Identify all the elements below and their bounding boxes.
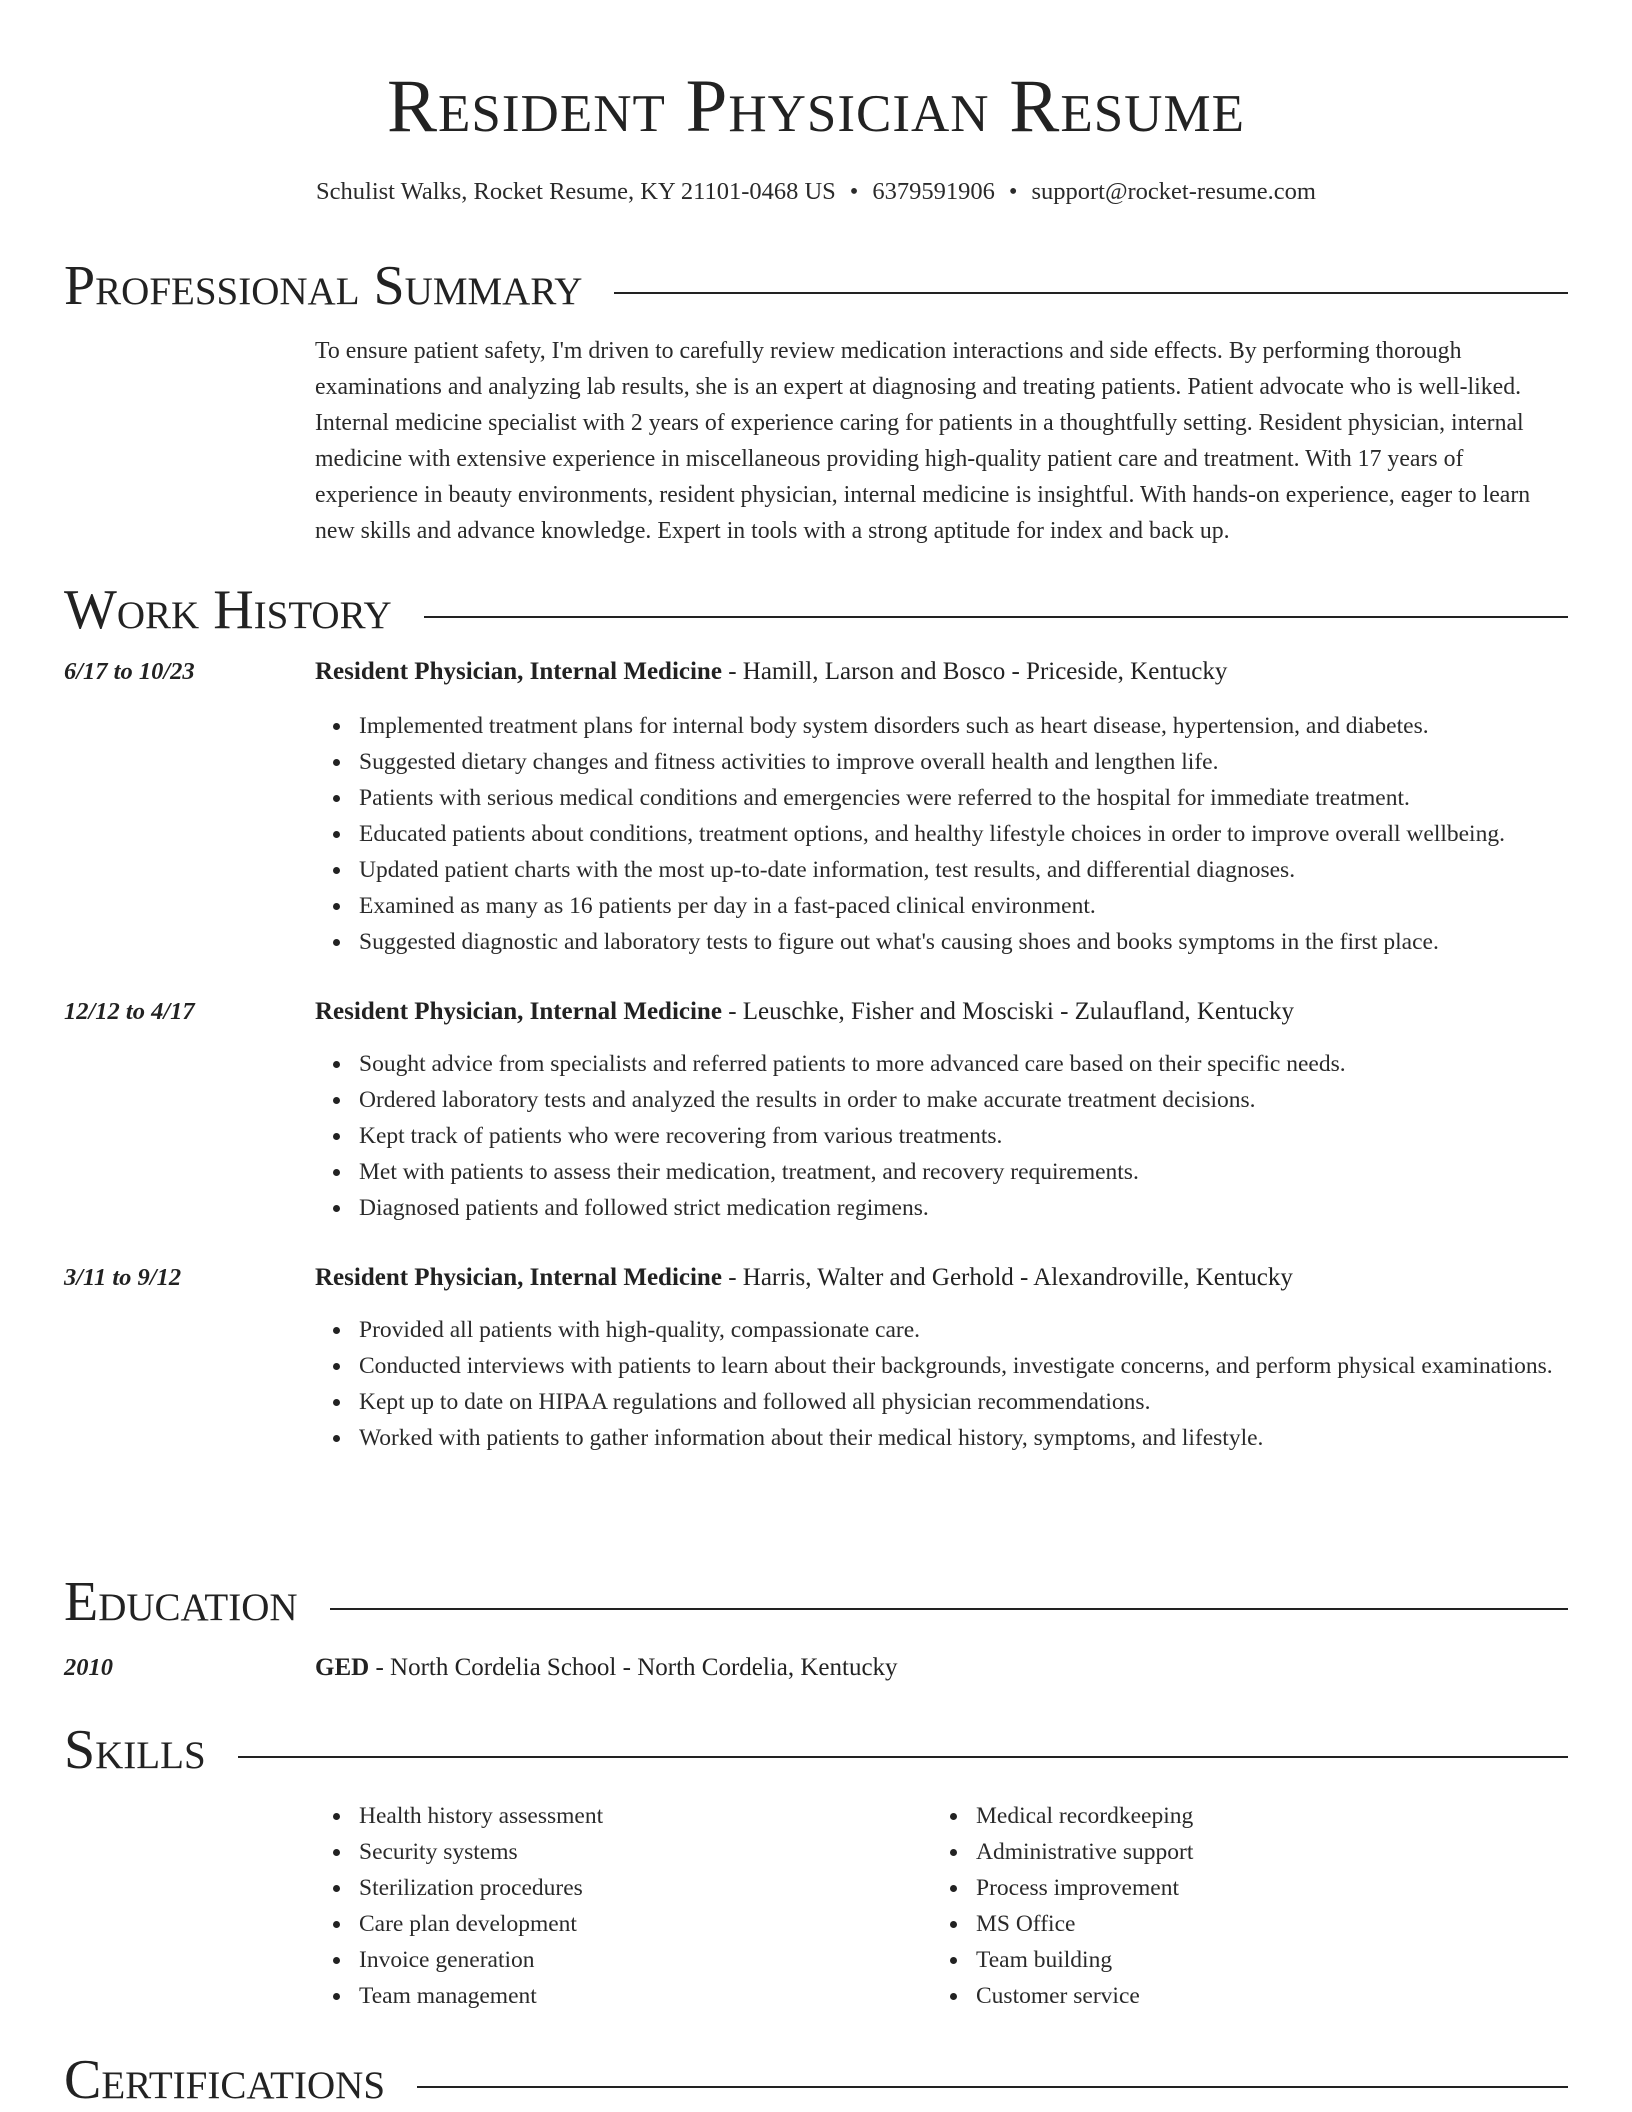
skills-list-left — [315, 1798, 932, 2014]
work-history-section — [64, 570, 1568, 1456]
job-employer: - Hamill, Larson and Bosco - Priceside, Kentucky — [721, 658, 1228, 685]
job-employer: - Leuschke, Fisher and Mosciski - Zulaufland, Kentucky — [721, 998, 1295, 1025]
skill-item: Care plan development — [359, 1906, 932, 1942]
list-item: Updated patient charts with the most up-to-date information, test results, and differential diagnoses. — [359, 852, 1568, 888]
section-divider — [330, 1608, 1568, 1610]
skill-item: Customer service — [976, 1978, 1549, 2014]
resume-title: Resident Physician Resume — [387, 65, 1245, 148]
skill-item: Process improvement — [976, 1870, 1549, 1906]
list-item: Suggested diagnostic and laboratory tests to figure out what's causing shoes and books symptoms in the first place. — [359, 924, 1568, 960]
contact-phone: 6379591906 — [872, 178, 995, 205]
list-item: Conducted interviews with patients to learn about their backgrounds, investigate concerns, and perform physical examinations. — [359, 1348, 1568, 1384]
job-entry — [64, 1260, 1568, 1456]
job-dates: 6/17 to 10/23 — [64, 658, 195, 685]
summary-content — [315, 333, 1568, 549]
section-header — [64, 570, 1568, 640]
summary-text: To ensure patient safety, I'm driven to carefully review medication interactions and side effects. By performing thorough examinations and analyzing lab results, she is an expert at diagnosing and treating patients. Patient advocate who is well-liked. Internal medicine specialist with 2 years of experience caring for patients in a thoughtfully setting. Resident physician, internal medicine with extensive experience in miscellaneous providing high-quality patient care and treatment. With 17 years of experience in beauty environments, resident physician, internal medicine is insightful. With hands-on experience, eager to learn new skills and advance knowledge. Expert in tools with a strong aptitude for index and back up. — [315, 338, 1531, 544]
job-bullets — [315, 708, 1568, 960]
summary-spacer — [64, 333, 315, 549]
list-item: Examined as many as 16 patients per day in a fast-paced clinical environment. — [359, 888, 1568, 924]
skill-item: Team management — [359, 1978, 932, 2014]
job-entry — [64, 994, 1568, 1226]
list-item: Met with patients to assess their medication, treatment, and recovery requirements. — [359, 1154, 1568, 1190]
job-heading — [315, 654, 1568, 690]
education-entry — [64, 1650, 1568, 1686]
summary-row — [64, 333, 1568, 549]
education-school: - North Cordelia School - North Cordelia, Kentucky — [369, 1654, 898, 1681]
section-title: Professional Summary — [64, 255, 583, 317]
education-year: 2010 — [64, 1654, 113, 1681]
skill-item: Team building — [976, 1942, 1549, 1978]
job-title: Resident Physician, Internal Medicine — [315, 998, 722, 1025]
job-content — [315, 994, 1568, 1226]
skill-item: Security systems — [359, 1834, 932, 1870]
job-employer: - Harris, Walter and Gerhold - Alexandroville, Kentucky — [721, 1264, 1293, 1291]
skill-item: Medical recordkeeping — [976, 1798, 1549, 1834]
skills-spacer — [64, 1798, 315, 2014]
education-heading — [315, 1650, 1568, 1686]
list-item: Educated patients about conditions, treatment options, and healthy lifestyle choices in order to improve overall wellbeing. — [359, 816, 1568, 852]
section-divider — [417, 2086, 1568, 2088]
education-degree: GED — [315, 1654, 370, 1681]
list-item: Ordered laboratory tests and analyzed the results in order to make accurate treatment decisions. — [359, 1082, 1568, 1118]
job-heading — [315, 1260, 1568, 1296]
job-content — [315, 654, 1568, 960]
summary-section — [64, 246, 1568, 549]
section-header — [64, 1710, 1568, 1780]
list-item: Kept track of patients who were recovering from various treatments. — [359, 1118, 1568, 1154]
list-item: Implemented treatment plans for internal body system disorders such as heart disease, hypertension, and diabetes. — [359, 708, 1568, 744]
skill-item: MS Office — [976, 1906, 1549, 1942]
skills-row — [64, 1798, 1568, 2014]
section-header — [64, 2040, 1568, 2110]
list-item: Sought advice from specialists and referred patients to more advanced care based on their specific needs. — [359, 1046, 1568, 1082]
skills-grid — [315, 1798, 1568, 2014]
section-divider — [238, 1756, 1568, 1758]
section-divider — [614, 292, 1568, 294]
job-bullets — [315, 1046, 1568, 1226]
job-dates: 3/11 to 9/12 — [64, 1264, 182, 1291]
skill-item: Invoice generation — [359, 1942, 932, 1978]
job-heading — [315, 994, 1568, 1030]
section-title: Work History — [64, 579, 392, 641]
list-item: Patients with serious medical conditions and emergencies were referred to the hospital for immediate treatment. — [359, 780, 1568, 816]
education-section — [64, 1562, 1568, 1686]
job-dates: 12/12 to 4/17 — [64, 998, 195, 1025]
job-content — [315, 1260, 1568, 1456]
skills-list-right — [932, 1798, 1549, 2014]
job-title: Resident Physician, Internal Medicine — [315, 658, 722, 685]
section-title: Certifications — [64, 2049, 386, 2111]
job-title: Resident Physician, Internal Medicine — [315, 1264, 722, 1291]
contact-separator: • — [1008, 178, 1018, 205]
skill-item: Sterilization procedures — [359, 1870, 932, 1906]
skills-section — [64, 1710, 1568, 2014]
contact-email: support@rocket-resume.com — [1031, 178, 1316, 205]
skill-item: Administrative support — [976, 1834, 1549, 1870]
section-title: Skills — [64, 1719, 206, 1781]
skill-item: Health history assessment — [359, 1798, 932, 1834]
list-item: Provided all patients with high-quality, compassionate care. — [359, 1312, 1568, 1348]
contact-separator: • — [849, 178, 859, 205]
section-divider — [424, 616, 1568, 618]
section-header — [64, 246, 1568, 316]
certifications-section — [64, 2040, 1568, 2110]
list-item: Diagnosed patients and followed strict medication regimens. — [359, 1190, 1568, 1226]
job-entry — [64, 654, 1568, 960]
list-item: Suggested dietary changes and fitness activities to improve overall health and lengthen life. — [359, 744, 1568, 780]
contact-line — [0, 175, 1632, 209]
contact-address: Schulist Walks, Rocket Resume, KY 21101-0468 US — [316, 178, 836, 205]
education-content — [315, 1650, 1568, 1686]
list-item: Kept up to date on HIPAA regulations and followed all physician recommendations. — [359, 1384, 1568, 1420]
job-bullets — [315, 1312, 1568, 1456]
list-item: Worked with patients to gather information about their medical history, symptoms, and lifestyle. — [359, 1420, 1568, 1456]
section-title: Education — [64, 1571, 298, 1633]
section-header — [64, 1562, 1568, 1632]
